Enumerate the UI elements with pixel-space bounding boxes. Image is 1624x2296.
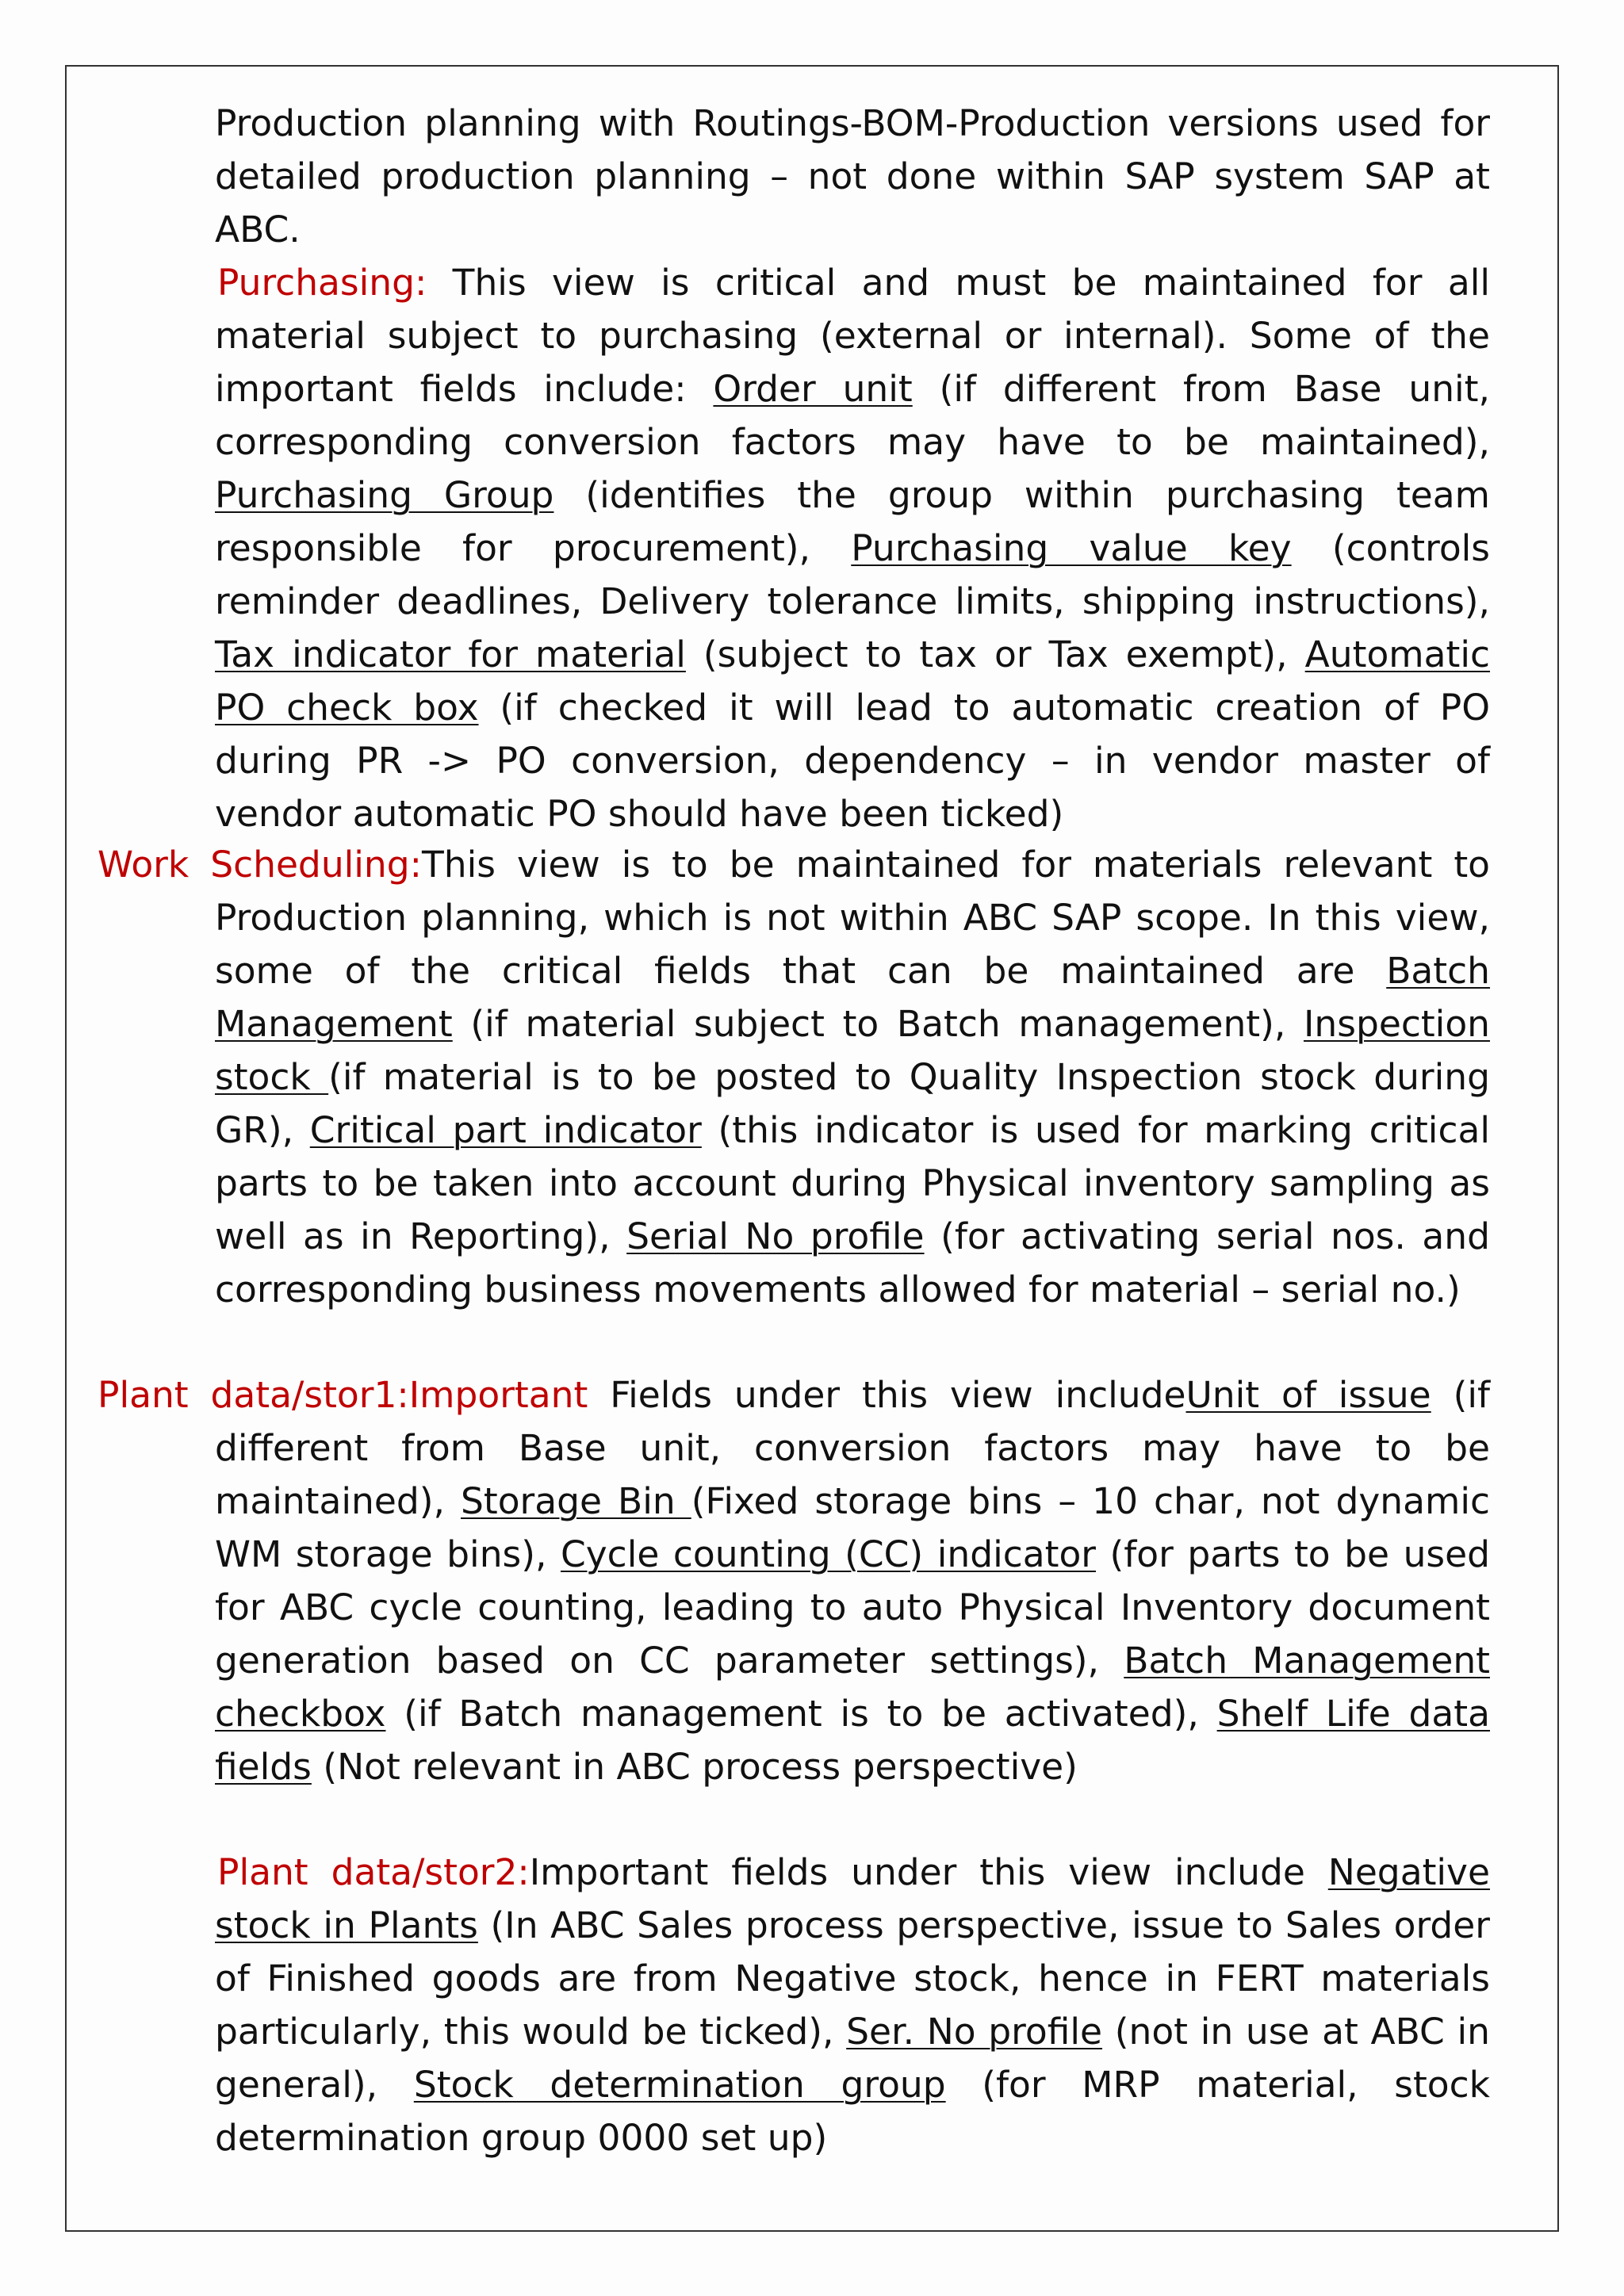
plant-stor1-paragraph xyxy=(98,1368,1490,1793)
work-scheduling-text: (if material subject to Batch management), xyxy=(452,1003,1304,1045)
work-scheduling-heading: Work Scheduling: xyxy=(98,844,422,886)
field-order-unit: Order unit xyxy=(713,368,913,410)
field-batch-management: Batch Management xyxy=(215,950,1490,1045)
field-negative-stock-in-plants: Negative stock in Plants xyxy=(215,1851,1490,1946)
purchasing-text: (if checked it will lead to automatic creation of PO during PR -> PO conversion, dependency – in vendor master of vendor automatic PO should have been ticked) xyxy=(215,687,1491,835)
field-inspection-stock: Inspection stock xyxy=(215,1003,1490,1098)
field-automatic-po-check-box: Automatic PO check box xyxy=(215,633,1490,729)
plant-stor1-text: (if different from Base unit, conversion factors may have to be maintained), xyxy=(215,1374,1491,1522)
purchasing-text: (identifies the group within purchasing team responsible for procurement), xyxy=(215,474,1490,569)
plant-stor1-text: (Fixed storage bins – 10 char, not dynamic WM storage bins), xyxy=(215,1480,1490,1575)
purchasing-paragraph xyxy=(215,256,1490,840)
intro-text: Production planning with Routings-BOM-Production versions used for detailed production planning – not done within SAP system SAP at ABC. xyxy=(215,102,1490,251)
plant-stor2-text: (not in use at ABC in general), xyxy=(215,2011,1490,2106)
plant-stor2-text: Important fields under this view include xyxy=(529,1851,1328,1893)
intro-paragraph xyxy=(215,97,1490,256)
field-stock-determination-group: Stock determination group xyxy=(413,2064,946,2106)
plant-stor1-heading: Plant data/stor1:Important xyxy=(98,1374,588,1416)
field-batch-management-checkbox: Batch Management checkbox xyxy=(215,1640,1490,1735)
work-scheduling-text: (for activating serial nos. and corresponding business movements allowed for material – serial no.) xyxy=(215,1215,1490,1311)
field-ser-no-profile: Ser. No profile xyxy=(846,2011,1103,2053)
purchasing-text: (subject to tax or Tax exempt), xyxy=(685,633,1305,675)
field-shelf-life-data-fields: Shelf Life data fields xyxy=(215,1693,1490,1788)
plant-stor2-paragraph xyxy=(215,1846,1490,2164)
purchasing-text: (controls reminder deadlines, Delivery tolerance limits, shipping instructions), xyxy=(215,527,1491,622)
purchasing-text: This view is critical and must be maintained for all material subject to purchasing (external or internal). Some of the important fields include: xyxy=(215,262,1490,410)
work-scheduling-text: (this indicator is used for marking critical parts to be taken into account during Physical inventory sampling as well as in Reporting), xyxy=(215,1109,1490,1257)
plant-stor2-heading: Plant data/stor2: xyxy=(217,1851,530,1893)
purchasing-text: (if different from Base unit, corresponding conversion factors may have to be maintained), xyxy=(215,368,1490,463)
field-critical-part-indicator: Critical part indicator xyxy=(309,1109,702,1151)
field-serial-no-profile: Serial No profile xyxy=(626,1215,925,1257)
plant-stor2-text: (In ABC Sales process perspective, issue to Sales order of Finished goods are from Negative stock, hence in FERT materials particularly, this would be ticked), xyxy=(215,1904,1491,2053)
purchasing-heading: Purchasing: xyxy=(217,262,427,304)
plant-stor1-text: (for parts to be used for ABC cycle counting, leading to auto Physical Inventory document generation based on CC parameter settings), xyxy=(215,1533,1490,1682)
work-scheduling-paragraph xyxy=(98,838,1490,1316)
plant-stor1-text: Fields under this view include xyxy=(588,1374,1186,1416)
plant-stor2-text: (for MRP material, stock determination group 0000 set up) xyxy=(215,2064,1490,2159)
work-scheduling-text: This view is to be maintained for materials relevant to Production planning, which is not within ABC SAP scope. In this view, some of the critical fields that can be maintained are xyxy=(215,844,1490,992)
field-purchasing-group: Purchasing Group xyxy=(215,474,554,516)
plant-stor1-text: (Not relevant in ABC process perspective) xyxy=(311,1746,1078,1788)
field-unit-of-issue: Unit of issue xyxy=(1185,1374,1431,1416)
field-purchasing-value-key: Purchasing value key xyxy=(851,527,1292,569)
field-cycle-counting-indicator: Cycle counting (CC) indicator xyxy=(560,1533,1096,1575)
field-tax-indicator: Tax indicator for material xyxy=(215,633,686,675)
plant-stor1-text: (if Batch management is to be activated), xyxy=(385,1693,1217,1735)
field-storage-bin: Storage Bin xyxy=(461,1480,691,1522)
work-scheduling-text: (if material is to be posted to Quality Inspection stock during GR), xyxy=(215,1056,1490,1151)
